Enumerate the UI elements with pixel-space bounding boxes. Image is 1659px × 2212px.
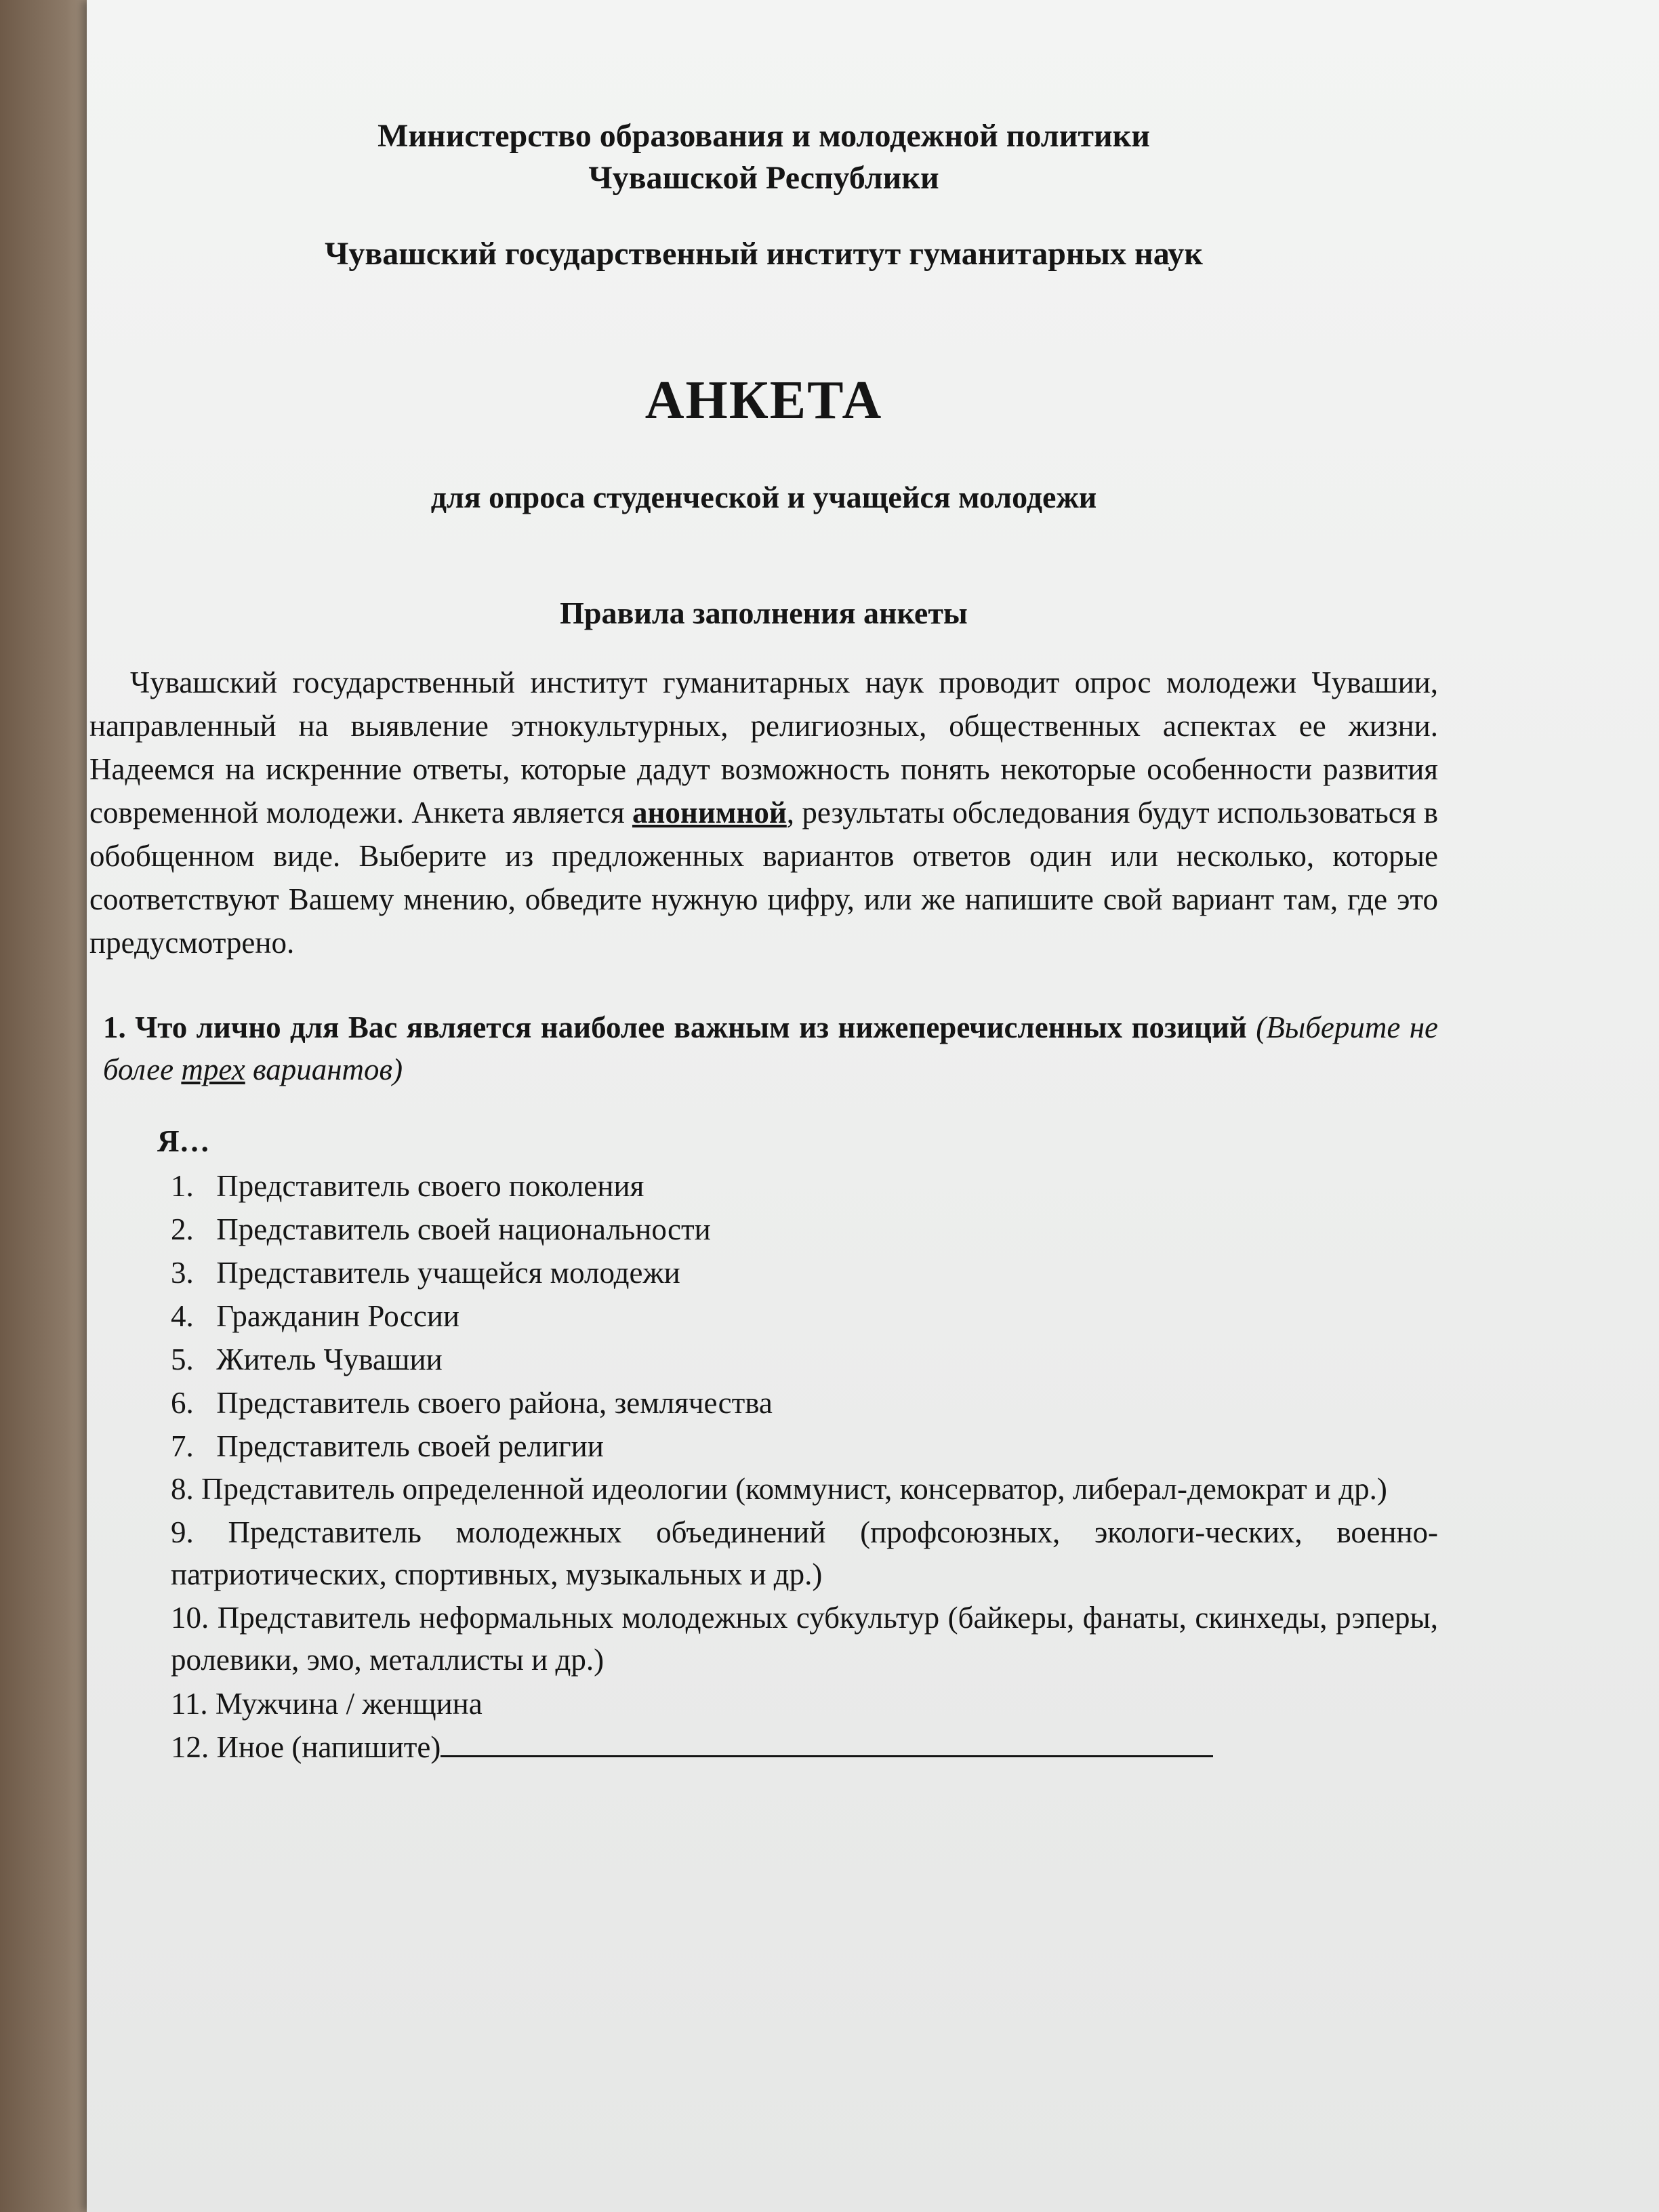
option-item[interactable] — [171, 1468, 1438, 1510]
questionnaire-page — [89, 115, 1438, 1769]
option-number: 9. — [171, 1515, 194, 1549]
hint-text-2: вариантов — [245, 1052, 393, 1086]
intro-text-1: Чувашский государственный институт гуманитарных наук проводит опрос молодежи Чувашии, направленный на выявление этнокультурных, религиозных, общественных аспектах ее жизни. Надеемся на искренние ответы, которые дадут возможность понять некоторые особенности развития современной молодежи. Анкета является — [89, 665, 1438, 830]
option-item[interactable] — [171, 1338, 1438, 1381]
option-number: 6. — [171, 1386, 194, 1420]
option-item[interactable] — [171, 1294, 1438, 1338]
question-number: 1. — [103, 1010, 126, 1044]
option-text: Мужчина / женщина — [215, 1687, 483, 1721]
hint-text-1: Выберите не более — [103, 1010, 1439, 1086]
option-number: 2. — [171, 1212, 194, 1246]
intro-text-2: , результаты обследования будут использоваться в обобщенном виде. Выберите из предложенных вариантов ответов один или несколько, которые соответствуют Вашему мнению, обведите нужную цифру, или же напишите свой вариант там, где это предусмотрено. — [89, 796, 1438, 960]
write-in-line[interactable] — [441, 1728, 1213, 1757]
intro-paragraph — [89, 661, 1438, 964]
option-text: Представитель своего поколения — [216, 1169, 644, 1203]
option-number: 3. — [171, 1256, 194, 1290]
option-number: 7. — [171, 1429, 194, 1463]
option-text: Житель Чувашии — [216, 1343, 443, 1376]
question-lead: Я… — [157, 1124, 210, 1158]
option-text: Представитель своего района, землячества — [216, 1386, 773, 1420]
hint-underlined: трех — [181, 1052, 245, 1086]
option-item[interactable] — [171, 1164, 1438, 1208]
option-text: Представитель своей национальности — [216, 1212, 711, 1246]
question-1 — [89, 1006, 1438, 1090]
hint-close: ) — [392, 1052, 403, 1086]
option-number: 12. — [171, 1730, 209, 1764]
hint-open: ( — [1256, 1010, 1267, 1044]
option-item[interactable] — [171, 1725, 1438, 1769]
option-number: 4. — [171, 1299, 194, 1333]
rules-heading: Правила заполнения анкеты — [560, 596, 968, 630]
option-text: Представитель определенной идеологии (коммунист, консерватор, либерал-демократ и др.) — [201, 1472, 1387, 1506]
ministry-line-1: Министерство образования и молодежной политики — [377, 118, 1150, 154]
option-item[interactable] — [171, 1682, 1438, 1725]
option-item[interactable] — [171, 1251, 1438, 1294]
option-number: 1. — [171, 1169, 194, 1203]
option-number: 10. — [171, 1601, 209, 1635]
ministry-line-2: Чувашской Республики — [588, 160, 939, 196]
document-subtitle: для опроса студенческой и учащейся молодежи — [430, 480, 1097, 514]
table-surface — [0, 0, 95, 2212]
option-text: Гражданин России — [216, 1299, 459, 1333]
option-item[interactable] — [171, 1208, 1438, 1251]
option-number: 11. — [171, 1687, 208, 1721]
options-list — [89, 1164, 1438, 1769]
option-item[interactable] — [171, 1381, 1438, 1425]
option-text: Представитель учащейся молодежи — [216, 1256, 680, 1290]
option-item[interactable] — [171, 1425, 1438, 1468]
institute-name: Чувашский государственный институт гуманитарных наук — [325, 236, 1203, 272]
option-text: Иное (напишите) — [216, 1730, 441, 1764]
option-text: Представитель неформальных молодежных субкультур (байкеры, фанаты, скинхеды, рэперы, ролевики, эмо, металлисты и др.) — [171, 1601, 1438, 1677]
intro-emphasis: анонимной — [632, 796, 787, 830]
option-text: Представитель молодежных объединений (профсоюзных, экологи-ческих, военно-патриотических, спортивных, музыкальных и др.) — [171, 1515, 1438, 1591]
option-text: Представитель своей религии — [216, 1429, 604, 1463]
option-number: 8. — [171, 1472, 194, 1506]
option-item[interactable] — [171, 1597, 1438, 1681]
question-text: Что лично для Вас является наиболее важным из нижеперечисленных позиций — [135, 1010, 1247, 1044]
document-title: АНКЕТА — [644, 371, 883, 430]
option-number: 5. — [171, 1343, 194, 1376]
option-item[interactable] — [171, 1511, 1438, 1595]
